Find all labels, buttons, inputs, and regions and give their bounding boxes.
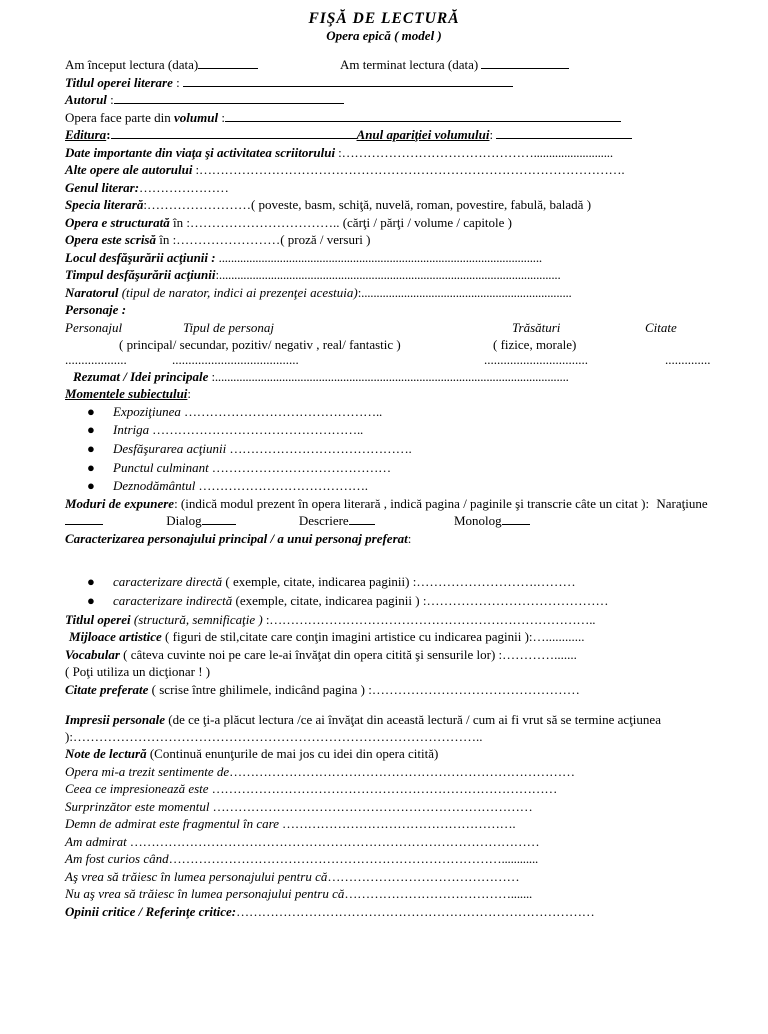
characterization-label: Caracterizarea personajului principal / a unui personaj preferat — [65, 530, 408, 546]
author-colon: : — [106, 92, 114, 107]
reading-notes-label: Note de lectură — [65, 746, 147, 762]
reading-note-dots: ………………………………………………………………… — [209, 798, 533, 814]
year-field[interactable] — [496, 126, 632, 139]
favorite-quotes-row — [65, 681, 715, 699]
reading-note-dots: …………………………………………………………………………………… — [126, 833, 540, 849]
summary-row — [65, 368, 715, 386]
bullet-icon: ● — [87, 422, 95, 438]
plot-moment-label: Intriga — [113, 422, 150, 438]
critical-opinions-dots: ………………………………………………………………………… — [236, 903, 595, 919]
year-colon: : — [489, 127, 494, 142]
reading-note-label: Am fost curios când — [65, 851, 169, 867]
artistic-means-label: Mijloace artistice — [69, 629, 162, 645]
narration-modes-text: : (indică modul prezent în opera literară , indică pagina / paginile şi transcrie câte un citat ): — [174, 495, 650, 511]
work-title-label: Titlul operei — [65, 611, 131, 627]
plot-moment-item — [65, 459, 715, 478]
mode-narration: Naraţiune — [656, 495, 708, 511]
characters-header-row — [65, 319, 715, 337]
plot-moment-dots: …………………………………… — [208, 459, 391, 475]
genre-row — [65, 179, 715, 197]
other-works-dots: :………………………………………………………………………………………. — [192, 162, 625, 177]
bullet-icon: ● — [87, 478, 95, 494]
plot-moments-row — [65, 385, 715, 403]
worksheet-page — [0, 10, 768, 1034]
mode-dialog: Dialog — [166, 513, 202, 529]
characters-label: Personaje : — [65, 302, 127, 317]
start-date-label: Am început lectura (data) — [65, 57, 199, 72]
reading-note-dots: ……………………………………………………………………… — [229, 763, 575, 779]
other-works-label: Alte opere ale autorului — [65, 162, 193, 177]
summary-label: Rezumat / Idei principale — [73, 368, 209, 384]
work-title-row — [65, 611, 715, 629]
character-dots: ................... — [65, 351, 127, 367]
page-title: FIŞĂ DE LECTURĂ — [308, 10, 460, 27]
year-label: Anul apariţiei volumului — [356, 127, 490, 142]
author-life-row — [65, 144, 715, 162]
plot-moment-item — [65, 403, 715, 422]
narration-modes-block — [65, 496, 715, 530]
publisher-row — [65, 126, 715, 144]
other-works-row — [65, 161, 715, 179]
mode-dialog-field[interactable] — [202, 512, 236, 525]
structure-label: Opera e structurată — [65, 214, 170, 230]
reading-note-dots: ……………………………………… — [327, 868, 520, 884]
characterization-item-label: caracterizare indirectă — [113, 593, 233, 609]
reading-note-label: Am admirat — [65, 833, 127, 849]
characters-row — [65, 301, 715, 319]
structure-row — [65, 214, 715, 232]
col-character-type: Tipul de personaj — [183, 319, 275, 335]
characterization-item — [65, 573, 715, 592]
plot-moment-item — [65, 421, 715, 440]
plot-moment-label: Punctul culminant — [113, 459, 209, 475]
artistic-means-text: ( figuri de stil,citate care conţin imagini artistice cu indicarea paginii ):…............ — [161, 629, 585, 645]
place-row — [65, 249, 715, 267]
narrator-hint: (tipul de narator, indici ai prezenţei acestuia) — [118, 284, 358, 300]
vocabulary-note: ( Poţi utiliza un dicţionar ! ) — [65, 664, 211, 680]
plot-moment-label: Desfăşurarea acţiunii — [113, 440, 227, 456]
bullet-icon: ● — [87, 440, 95, 456]
title-field[interactable] — [183, 74, 513, 87]
structure-text: în :…………………………….. (cărţi / părţi / volume / capitole ) — [169, 214, 513, 230]
favorite-quotes-label: Citate preferate — [65, 681, 149, 697]
end-date-field[interactable] — [481, 56, 569, 69]
reading-note-item — [65, 815, 715, 833]
reading-note-item — [65, 798, 715, 816]
vocabulary-text: ( câteva cuvinte noi pe care le-ai învăţat din opera citită şi sensurile lor) :…………....... — [119, 646, 577, 662]
characters-dots-row — [65, 351, 715, 368]
reading-notes-hint: (Continuă enunţurile de mai jos cu idei din opera citită) — [146, 746, 439, 762]
author-row — [65, 91, 715, 109]
volume-row — [65, 109, 715, 127]
reading-note-label: Demn de admirat este fragmentul în care — [65, 816, 279, 832]
reading-note-item — [65, 763, 715, 781]
character-type-dots: ....................................... — [172, 351, 299, 367]
author-life-label: Date importante din viaţa şi activitatea scriitorului — [65, 144, 336, 160]
reading-note-item — [65, 850, 715, 868]
time-dots: :................................................................................................................ — [215, 267, 561, 282]
author-label: Autorul — [65, 92, 107, 107]
characters-hint-row — [65, 336, 715, 354]
favorite-quotes-text: ( scrise între ghilimele, indicând pagina ) :………………………………………… — [148, 681, 580, 697]
title-row — [65, 74, 715, 92]
bullet-icon: ● — [87, 574, 95, 590]
publisher-field[interactable] — [111, 126, 357, 139]
publisher-label: Editura — [65, 127, 107, 142]
mode-description: Descriere — [298, 513, 349, 529]
artistic-means-row — [65, 628, 715, 646]
bullet-icon: ● — [87, 403, 95, 419]
page-subtitle: Opera epică ( model ) — [326, 28, 442, 43]
reading-note-dots: …………………………………....... — [344, 886, 533, 902]
volume-colon: : — [218, 109, 225, 125]
narrator-label: Naratorul — [65, 284, 119, 300]
characterization-item — [65, 592, 715, 611]
volume-field[interactable] — [225, 109, 621, 122]
title-colon: : — [172, 74, 180, 90]
plot-moments-colon: : — [187, 386, 192, 401]
plot-moment-item — [65, 440, 715, 459]
plot-moment-dots: …………………………………. — [195, 478, 368, 494]
end-date-label: Am terminat lectura (data) — [339, 57, 479, 72]
narrator-row — [65, 284, 715, 302]
mode-monologue: Monolog — [453, 513, 502, 529]
genre-label: Genul literar: — [65, 179, 140, 195]
plot-moment-dots: ……………………………………. — [226, 440, 412, 456]
reading-note-label: Surprinzător este momentul — [65, 798, 210, 814]
plot-moment-item — [65, 477, 715, 496]
time-label: Timpul desfăşurării acţiunii — [65, 267, 216, 282]
col-character: Personajul — [65, 319, 123, 335]
critical-opinions-row — [65, 903, 715, 921]
mode-narration-field[interactable] — [65, 512, 103, 525]
vocabulary-note-row — [65, 663, 715, 681]
species-row — [65, 196, 715, 214]
plot-moment-dots: ……………………………………….. — [180, 403, 383, 419]
work-title-hint: (structură, semnificaţie ) — [130, 611, 263, 627]
vocabulary-row — [65, 646, 715, 664]
reading-dates-row — [65, 56, 715, 74]
reading-note-label: Aş vrea să trăiesc în lumea personajului pentru că — [65, 868, 328, 884]
traits-hint: ( fizice, morale) — [493, 337, 577, 352]
volume-label: volumul — [174, 109, 219, 125]
characterization-item-text: (exemple, citate, indicarea paginii ) :…………………………………… — [232, 593, 609, 609]
plot-moment-dots: ………………………………………….. — [149, 422, 364, 438]
reading-note-dots: ………………………………………………. — [278, 816, 516, 832]
author-field[interactable] — [114, 91, 344, 104]
impressions-block — [65, 712, 715, 745]
reading-note-label: Ceea ce impresionează este — [65, 781, 209, 797]
characterization-colon: : — [407, 530, 412, 546]
traits-dots: ................................ — [484, 351, 588, 367]
start-date-field[interactable] — [198, 56, 258, 69]
reading-note-dots: ……………………………………………………………………… — [208, 781, 558, 797]
volume-prefix: Opera face parte din — [65, 109, 174, 125]
written-in-text: în :……………………( proză / versuri ) — [156, 232, 371, 247]
reading-note-item — [65, 833, 715, 851]
title-label: Titlul operei literare — [65, 74, 173, 90]
characterization-item-text: ( exemple, citate, indicarea paginii) :……………………….……… — [222, 574, 576, 590]
plot-moment-label: Deznodământul — [113, 478, 196, 494]
summary-dots: :.................................................................................................................... — [208, 368, 569, 384]
narrator-dots: :..................................................................... — [357, 284, 572, 300]
character-type-hint: ( principal/ secundar, pozitiv/ negativ , real/ fantastic ) — [119, 337, 401, 352]
genre-dots: ………………… — [139, 179, 229, 195]
written-in-label: Opera este scrisă — [65, 232, 156, 247]
reading-note-item — [65, 885, 715, 903]
work-title-dots: :………………………………………………………………….. — [262, 611, 596, 627]
characterization-item-label: caracterizare directă — [113, 574, 223, 590]
species-label: Specia literară — [65, 197, 144, 212]
reading-note-label: Opera mi-a trezit sentimente de — [65, 763, 230, 779]
reading-note-item — [65, 868, 715, 886]
impressions-text: (de ce ţi-a plăcut lectura /ce ai învăţat din această lectură / cum ai fi vrut să se termine acţiunea ):………………………………………………………………………………….. — [65, 712, 661, 744]
author-life-dots: :……………………………………….......................... — [335, 144, 613, 160]
publisher-colon: : — [106, 127, 111, 142]
bullet-icon: ● — [87, 459, 95, 475]
critical-opinions-label: Opinii critice / Referinţe critice: — [65, 903, 237, 919]
col-traits: Trăsături — [512, 319, 561, 335]
species-text: :……………………( poveste, basm, schiţă, nuvelă, roman, povestire, fabulă, baladă ) — [143, 197, 592, 212]
impressions-label: Impresii personale — [65, 712, 166, 728]
reading-note-item — [65, 780, 715, 798]
place-label: Locul desfăşurării acţiunii : — [65, 249, 216, 265]
reading-notes-row — [65, 745, 715, 763]
time-row — [65, 266, 715, 284]
reading-note-dots: ……………………………………………………………………............ — [168, 851, 539, 867]
vocabulary-label: Vocabular — [65, 646, 120, 662]
plot-moments-label: Momentele subiectului — [65, 386, 188, 401]
reading-note-label: Nu aş vrea să trăiesc în lumea personajului pentru că — [65, 886, 345, 902]
plot-moment-label: Expoziţiunea — [113, 403, 181, 419]
worksheet-content — [65, 56, 715, 920]
quotes-dots: .............. — [665, 351, 711, 367]
characterization-row — [65, 530, 715, 548]
place-dots: .......................................................................................................... — [215, 249, 542, 265]
mode-monologue-field[interactable] — [502, 512, 530, 525]
written-in-row — [65, 231, 715, 249]
narration-modes-label: Moduri de expunere — [65, 495, 175, 511]
bullet-icon: ● — [87, 593, 95, 609]
mode-description-field[interactable] — [349, 512, 375, 525]
col-quotes: Citate — [645, 319, 677, 335]
